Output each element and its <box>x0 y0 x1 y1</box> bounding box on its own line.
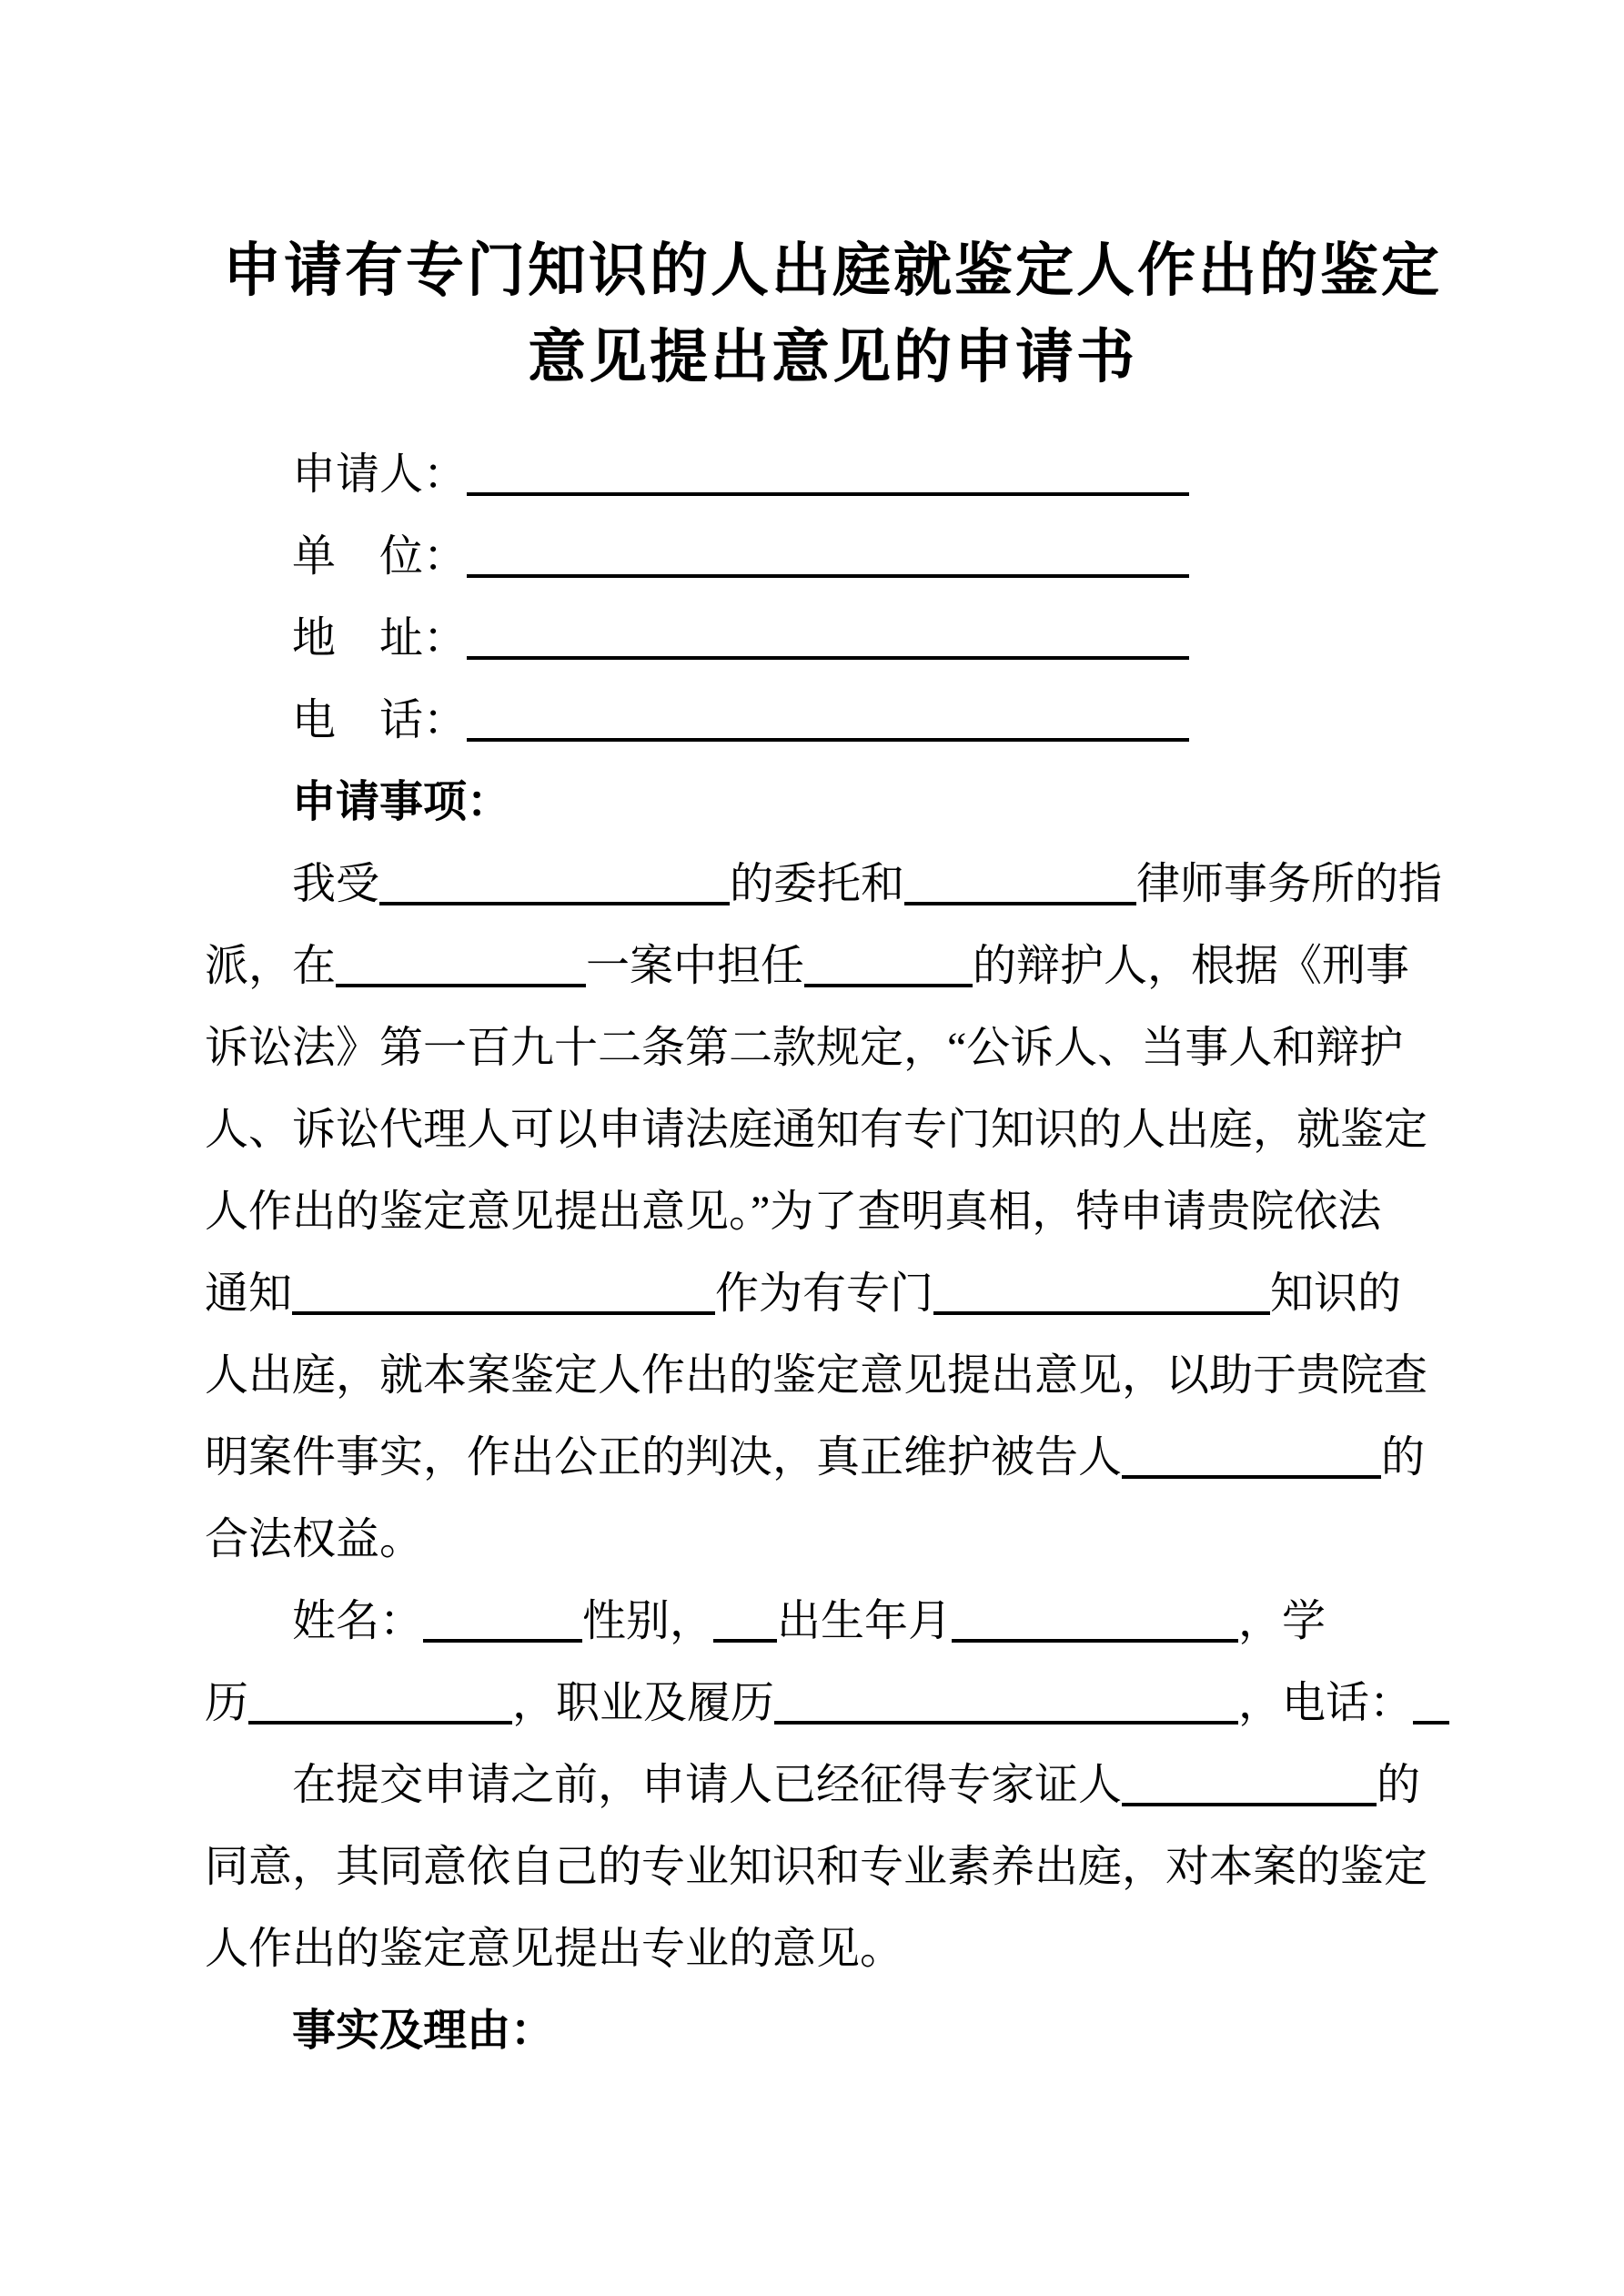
body-line <box>205 1826 1460 1908</box>
body-line <box>205 1253 1460 1335</box>
form-field-row <box>205 598 1460 680</box>
body-line <box>205 1745 1460 1826</box>
blank-field[interactable] <box>713 1606 777 1643</box>
blank-field[interactable] <box>467 541 1189 578</box>
text-run: 一案中担任 <box>586 942 805 990</box>
blank-field[interactable] <box>467 460 1189 496</box>
field-label: 申请人： <box>292 450 468 499</box>
text-run: 出生年月 <box>777 1597 953 1645</box>
text-run: 性别， <box>582 1597 714 1645</box>
text-run: 的辩护人，根据《刑事 <box>973 942 1410 990</box>
text-run: 人出庭，就本案鉴定人作出的鉴定意见提出意见，以助于贵院查 <box>205 1351 1428 1400</box>
field-label: 电 话： <box>292 696 468 744</box>
form-field-row <box>205 680 1460 762</box>
body-line <box>205 1499 1460 1581</box>
field-label: 地 址： <box>292 614 468 663</box>
body-line <box>205 1663 1460 1745</box>
text-run: 明案件事实，作出公正的判决，真正维护被告人 <box>205 1433 1123 1482</box>
text-run: 人作出的鉴定意见提出专业的意见。 <box>205 1925 904 1973</box>
blank-field[interactable] <box>774 1688 1238 1725</box>
text-run: 派，在 <box>205 942 337 990</box>
text-run: 人作出的鉴定意见提出意见。”为了查明真相，特申请贵院依法 <box>205 1188 1382 1236</box>
blank-field[interactable] <box>248 1688 512 1725</box>
text-run: 姓名： <box>292 1597 424 1645</box>
body-line <box>205 1335 1460 1417</box>
blank-field[interactable] <box>292 1279 715 1315</box>
text-run: 的 <box>1377 1761 1421 1809</box>
text-run: 的委托和 <box>730 860 905 908</box>
blank-field[interactable] <box>904 869 1136 905</box>
form-field-row <box>205 434 1460 516</box>
title-line-1: 申请有专门知识的人出庭就鉴定人作出的鉴定 <box>223 238 1442 303</box>
body-line <box>205 1171 1460 1253</box>
body-line <box>205 1007 1460 1089</box>
field-label: 单 位： <box>292 532 468 581</box>
text-run: 在提交申请之前，申请人已经征得专家证人 <box>292 1761 1123 1809</box>
text-run: 通知 <box>205 1269 293 1318</box>
blank-field[interactable] <box>423 1606 582 1643</box>
text-run: 同意，其同意依自己的专业知识和专业素养出庭，对本案的鉴定 <box>205 1843 1428 1891</box>
form-field-row <box>205 516 1460 598</box>
section-heading: 申请事项： <box>292 778 511 826</box>
document-body <box>205 434 1460 2072</box>
text-run: 的 <box>1381 1433 1426 1482</box>
body-line <box>205 1908 1460 1990</box>
blank-field[interactable] <box>336 951 586 987</box>
title-line-2: 意见提出意见的申请书 <box>528 325 1137 389</box>
blank-field[interactable] <box>467 705 1189 742</box>
text-run: 知识的 <box>1270 1269 1402 1318</box>
text-run: 合法权益。 <box>205 1515 424 1563</box>
blank-field[interactable] <box>933 1279 1270 1315</box>
document-title <box>205 228 1460 400</box>
blank-field[interactable] <box>804 951 973 987</box>
blank-field[interactable] <box>1122 1770 1377 1806</box>
text-run: 历 <box>205 1679 249 1727</box>
blank-field[interactable] <box>1413 1688 1449 1725</box>
blank-field[interactable] <box>467 623 1189 660</box>
text-run: ，职业及履历 <box>512 1679 775 1727</box>
body-line <box>205 844 1460 925</box>
text-run: 律师事务所的指 <box>1136 860 1443 908</box>
blank-field[interactable] <box>1122 1442 1381 1479</box>
body-line <box>205 1089 1460 1171</box>
body-line <box>205 925 1460 1007</box>
text-run: 我受 <box>292 860 380 908</box>
text-run: 诉讼法》第一百九十二条第二款规定，“公诉人、当事人和辩护 <box>205 1024 1404 1072</box>
text-run: ，电话： <box>1238 1679 1414 1727</box>
text-run: 人、诉讼代理人可以申请法庭通知有专门知识的人出庭，就鉴定 <box>205 1106 1428 1154</box>
blank-field[interactable] <box>379 869 730 905</box>
body-line <box>205 1417 1460 1499</box>
blank-field[interactable] <box>952 1606 1238 1643</box>
body-line <box>205 1581 1460 1663</box>
text-run: ，学 <box>1238 1597 1326 1645</box>
text-run: 作为有专门 <box>715 1269 934 1318</box>
section-heading: 事实及理由： <box>292 2007 555 2055</box>
